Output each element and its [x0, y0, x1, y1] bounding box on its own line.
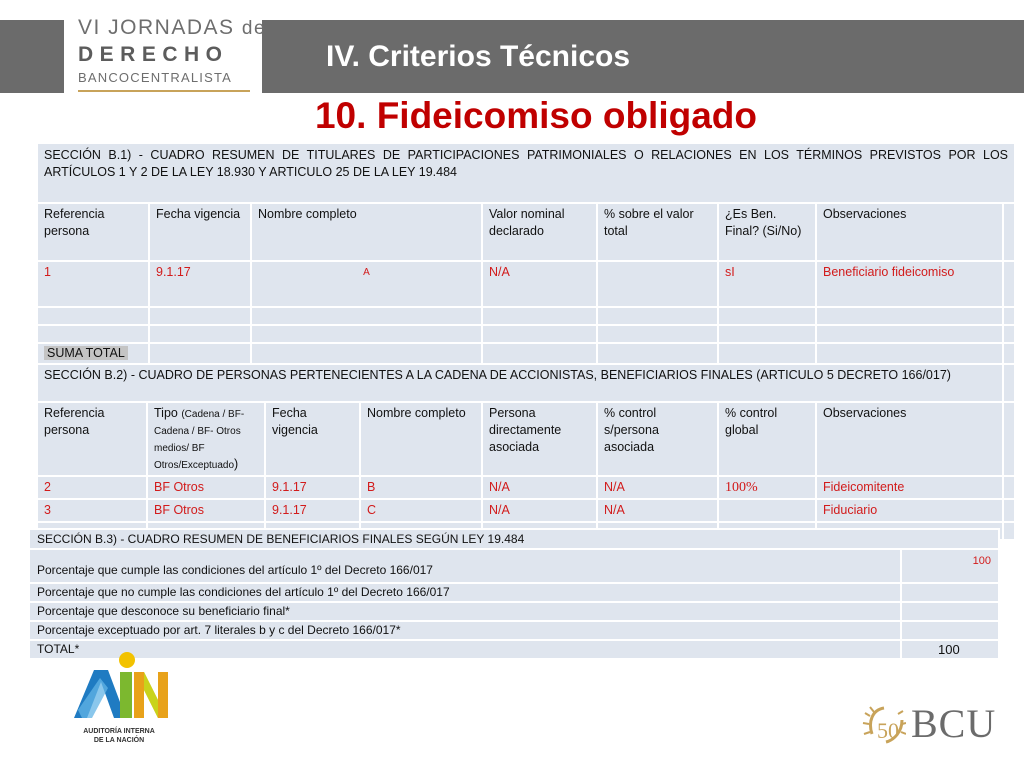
table-row: [29, 549, 999, 583]
b2-row-fecha: 9.1.17: [265, 499, 360, 522]
b1-row1-benfinal: sI: [718, 261, 816, 307]
logo-line3: BANCOCENTRALISTA: [78, 70, 233, 85]
logo-line2: DERECHO: [78, 43, 229, 66]
b1-header-nombre: Nombre completo: [251, 203, 482, 261]
b2-row-nombre: B: [360, 476, 482, 499]
b2-row-pct-control: N/A: [597, 476, 718, 499]
b1-header-obs: Observaciones: [816, 203, 1003, 261]
b2-header-tipo: Tipo (Cadena / BF-Cadena / BF- Otros medios/ BF Otros/Exceptuado): [147, 402, 265, 476]
logo-rule: [78, 90, 250, 92]
b1-row1-nombre: A: [251, 261, 482, 307]
b2-row-nombre: C: [360, 499, 482, 522]
b2-header-obs: Observaciones: [816, 402, 1003, 476]
b2-header-nombre: Nombre completo: [360, 402, 482, 476]
b1-row1-pct: [597, 261, 718, 307]
b1-header-pct: % sobre el valor total: [597, 203, 718, 261]
table-row: [37, 499, 1015, 522]
b2-row-tipo: BF Otros: [147, 499, 265, 522]
b3-row-value: 100: [901, 549, 999, 583]
logo-line1-small: de: [241, 18, 267, 39]
b3-row-value: [901, 621, 999, 640]
jornadas-logo: [64, 0, 267, 94]
ain-logo: [70, 650, 170, 750]
table-row: [29, 583, 999, 602]
bcu-50-number: 50: [877, 718, 899, 743]
b1-row1-valor: N/A: [482, 261, 597, 307]
b1-header-ref: Referencia persona: [37, 203, 149, 261]
b2-row-persona: N/A: [482, 499, 597, 522]
b2-row-fecha: 9.1.17: [265, 476, 360, 499]
b3-row-label: Porcentaje exceptuado por art. 7 literales b y c del Decreto 166/017*: [29, 621, 901, 640]
b2-row-ref: 3: [37, 499, 147, 522]
b1-row1-fecha: 9.1.17: [149, 261, 251, 307]
table-row: [29, 602, 999, 621]
table-row: [29, 621, 999, 640]
section-b3-title: SECCIÓN B.3) - CUADRO RESUMEN DE BENEFICIARIOS FINALES SEGÚN LEY 19.484: [29, 529, 999, 549]
b1-row1-ref: 1: [37, 261, 149, 307]
section-b3-table: [28, 528, 1000, 660]
page-title: 10. Fideicomiso obligado: [314, 95, 757, 136]
b3-total-value: 100: [901, 640, 999, 659]
bcu-50-emblem: [862, 702, 906, 750]
b3-row-label: Porcentaje que desconoce su beneficiario final*: [29, 602, 901, 621]
b2-header-pct-control: % control s/persona asociada: [597, 402, 718, 476]
b3-row-value: [901, 583, 999, 602]
b3-total-label: TOTAL*: [29, 640, 901, 659]
b2-header-ref: Referencia persona: [37, 402, 147, 476]
b2-row-tipo: BF Otros: [147, 476, 265, 499]
b2-header-persona: Persona directamente asociada: [482, 402, 597, 476]
b1-header-fecha: Fecha vigencia: [149, 203, 251, 261]
ain-label-line2: DE LA NACIÓN: [93, 737, 145, 744]
b2-row-obs: Fiduciario: [816, 499, 1003, 522]
b3-row-label: Porcentaje que cumple las condiciones del artículo 1º del Decreto 166/017: [29, 549, 901, 583]
header-title: IV. Criterios Técnicos: [326, 40, 631, 73]
b1-header-valor: Valor nominal declarado: [482, 203, 597, 261]
b2-row-obs: Fideicomitente: [816, 476, 1003, 499]
beneficiaries-table: [36, 142, 1016, 541]
b2-row-pct-global: 100%: [718, 476, 816, 499]
logo-line1: VI JORNADAS: [78, 16, 235, 39]
table-row: [29, 640, 999, 659]
suma-total-label: SUMA TOTAL: [44, 346, 128, 360]
b3-row-label: Porcentaje que no cumple las condiciones del artículo 1º del Decreto 166/017: [29, 583, 901, 602]
ain-label-line1: AUDITORÍA INTERNA: [83, 728, 155, 735]
b1-empty-cell: [37, 307, 149, 325]
b2-row-pct-global: [718, 499, 816, 522]
table-row: [37, 476, 1015, 499]
b2-row-persona: N/A: [482, 476, 597, 499]
b2-row-ref: 2: [37, 476, 147, 499]
b2-row-pct-control: N/A: [597, 499, 718, 522]
b2-header-fecha: Fecha vigencia: [265, 402, 360, 476]
b1-row1-obs: Beneficiario fideicomiso: [816, 261, 1003, 307]
b3-row-value: [901, 602, 999, 621]
bcu-logo-text: BCU: [911, 701, 997, 746]
b1-header-benfinal: ¿Es Ben. Final? (Si/No): [718, 203, 816, 261]
b2-header-pct-global: % control global: [718, 402, 816, 476]
section-b1-title: SECCIÓN B.1) - CUADRO RESUMEN DE TITULARES DE PARTICIPACIONES PATRIMONIALES O RELACIONES EN LOS TÉRMINOS PREVISTOS POR LOS ARTÍCULOS 1 Y 2 DE LA LEY 18.930 Y ARTICULO 25 DE LA LEY 19.484: [37, 143, 1015, 203]
section-b2-title: SECCIÓN B.2) - CUADRO DE PERSONAS PERTENECIENTES A LA CADENA DE ACCIONISTAS, BENEFICIARIOS FINALES (ARTICULO 5 DECRETO 166/017): [37, 364, 1003, 402]
